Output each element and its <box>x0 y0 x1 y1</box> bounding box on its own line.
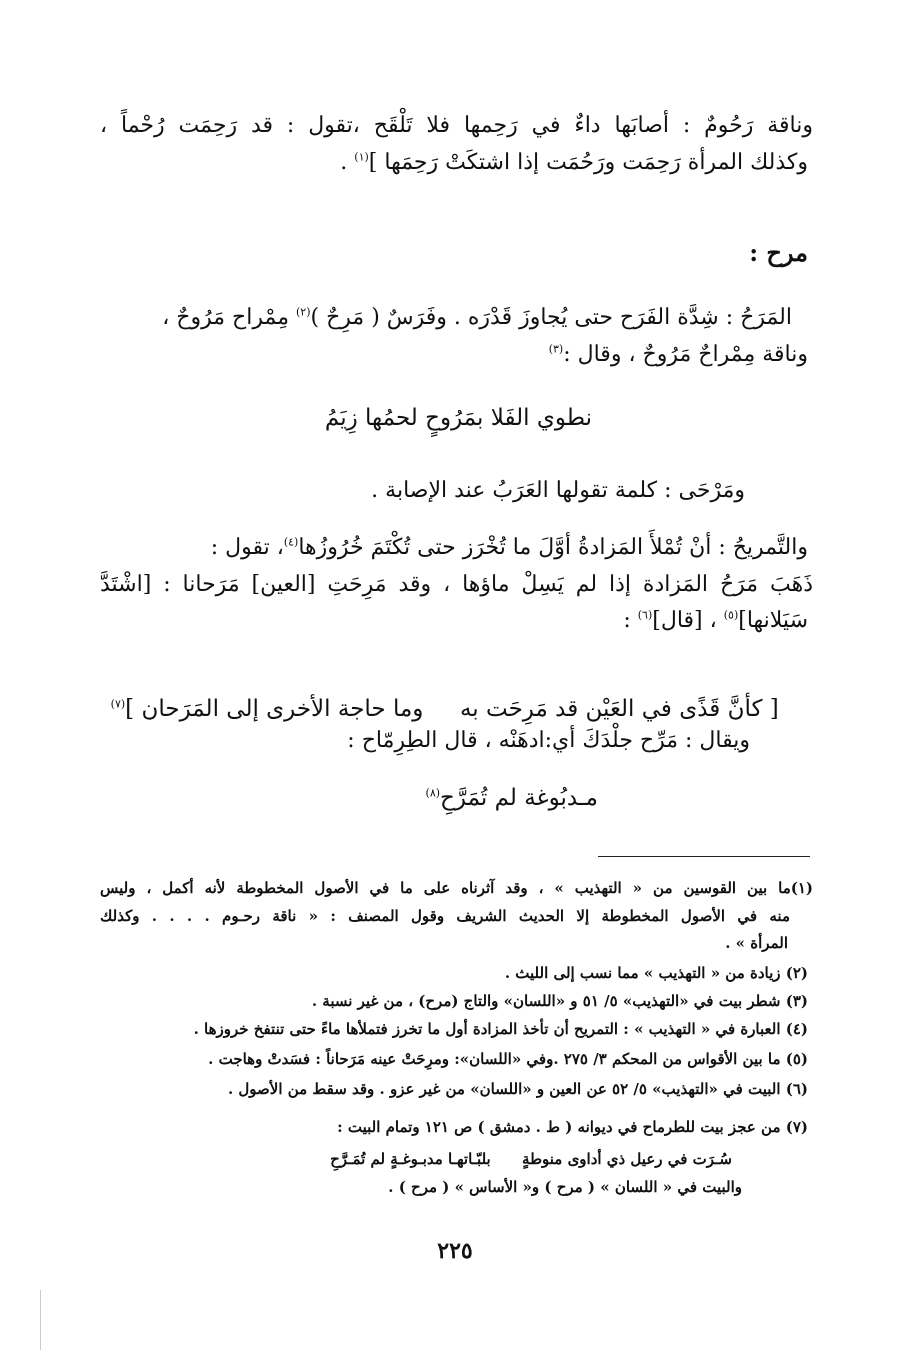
verse-line: نطوي الفَلا بمَرُوحٍ لحمُها زِيَمُ <box>324 405 592 431</box>
text-span: [ كأنَّ قَذًى في العَيْن قد مَرِحَت به وما حاجة الأخرى إلى المَرَحان ] <box>125 696 779 722</box>
footnote-ref: (٣) <box>548 342 564 356</box>
footnote-line: (٥) ما بين الأقواس من المحكم ٣/ ٢٧٥ .وفي «اللسان»: ومرِحَتْ عينه مَرَحاناً : فسَدتْ وهاجت . <box>208 1050 808 1068</box>
text-span: : <box>623 608 638 633</box>
verse-line <box>426 785 598 811</box>
footnote-line: (٦) البيت في «التهذيب» ٥/ ٥٢ عن العين و «اللسان» من غير عزو . وقد سقط من الأصول . <box>227 1080 808 1098</box>
text-line <box>100 572 813 597</box>
footnote-ref: (٨) <box>425 786 441 800</box>
text-span: (١)ما بين القوسين من « التهذيب » ، وقد آثرناه على ما في الأصول المخطوطة لأنه أكمل ، وليس <box>100 879 813 897</box>
text-span: وناقة رَحُومٌ : أصابَها داءٌ في رَحِمها فلا تَلْقَح ،تقول : قد رَحِمَت رُحْماً ، <box>100 113 813 138</box>
text-span: منه في الأصول المخطوطة إلا الحديث الشريف وقول المصنف : « ناقة رحـوم . . . . وكذلك <box>100 907 790 925</box>
footnote-line: (٣) شطر بيت في «التهذيب» ٥/ ٥١ و «اللسان» والتاج (مرح) ، من غير نسبة . <box>311 992 808 1010</box>
footnote-line: المرأة » . <box>725 934 788 952</box>
text-span: المَرَحُ : شِدَّة الفَرَح حتى يُجاوزَ قَدْرَه . وفَرَسٌ ( مَرِحٌ ) <box>310 305 792 330</box>
text-span: . <box>340 150 355 175</box>
text-line <box>100 113 813 138</box>
text-span: مـدبُوغة لم تُمَرَّحِ <box>440 785 598 811</box>
footnote-ref: (٥) <box>723 608 739 622</box>
entry-heading: مرح : <box>749 238 808 267</box>
text-span: سَيَلانها] <box>738 608 808 633</box>
text-span: ذَهَبَ مَرَحُ المَزادة إذا لم يَسِلْ ماؤها ، وقد مَرِحَتِ [العين] مَرَحانا : [اشْتَدَّ <box>100 572 813 597</box>
footnote-ref: (٦) <box>637 608 653 622</box>
text-line <box>549 342 808 367</box>
page-number: ٢٢٥ <box>437 1238 473 1264</box>
footnote-ref: (٧) <box>110 697 126 711</box>
footnote-ref: (٤) <box>283 535 299 549</box>
footnote-ref: (١) <box>354 150 369 164</box>
text-span: مِمْراح مَرُوحٌ ، <box>162 305 296 330</box>
footnote-line: (٧) من عجز بيت للطرماح في ديوانه ( ط . دمشق ) ص ١٢١ وتمام البيت : <box>337 1118 808 1136</box>
text-span: وناقة مِمْراحٌ مَرُوحٌ ، وقال : <box>563 342 808 367</box>
page-edge-mark <box>40 1290 41 1350</box>
text-line: ومَرْحَى : كلمة تقولها العَرَبُ عند الإصابة . <box>371 478 745 503</box>
text-span: وكذلك المرأة رَحِمَت ورَحُمَت إذا اشتكَتْ رَحِمَها ] <box>368 150 808 175</box>
footnote-line <box>100 907 790 925</box>
text-span: ، [قال] <box>652 608 724 633</box>
footnote-verse: سُـرَت في رعيل ذي أداوى منوطةٍ بلبّـاتهـا مدبـوغـةٍ لم تُمَـرَّحِ <box>330 1150 732 1168</box>
footnote-line: والبيت في « اللسان » ( مرح ) و« الأساس » ( مرح ) . <box>388 1178 742 1196</box>
footnote-line: (٢) زيادة من « التهذيب » مما نسب إلى الليث . <box>504 964 808 982</box>
footnote-ref: (٢) <box>295 305 311 319</box>
text-span: ، تقول : <box>210 535 284 560</box>
text-line <box>623 608 808 633</box>
footnote-line <box>100 879 813 897</box>
footnote-line: (٤) العبارة في « التهذيب » : التمريح أن تأخذ المزادة أول ما تخرز فتملأها ماءً حتى تنتفخ خروزها . <box>193 1020 808 1038</box>
text-line <box>340 150 808 175</box>
text-line: ويقال : مَرِّح جلْدَكَ أي:ادهَنْه ، قال الطِرِمّاح : <box>347 728 750 753</box>
text-line <box>162 305 792 330</box>
text-line <box>211 535 808 560</box>
footnote-divider <box>598 856 810 857</box>
text-span: والتَّمريحُ : أنْ تُمْلأَ المَزادةُ أوَّلَ ما تُخْرَز حتى تُكْتَمَ خُرُوزُها <box>298 535 808 560</box>
